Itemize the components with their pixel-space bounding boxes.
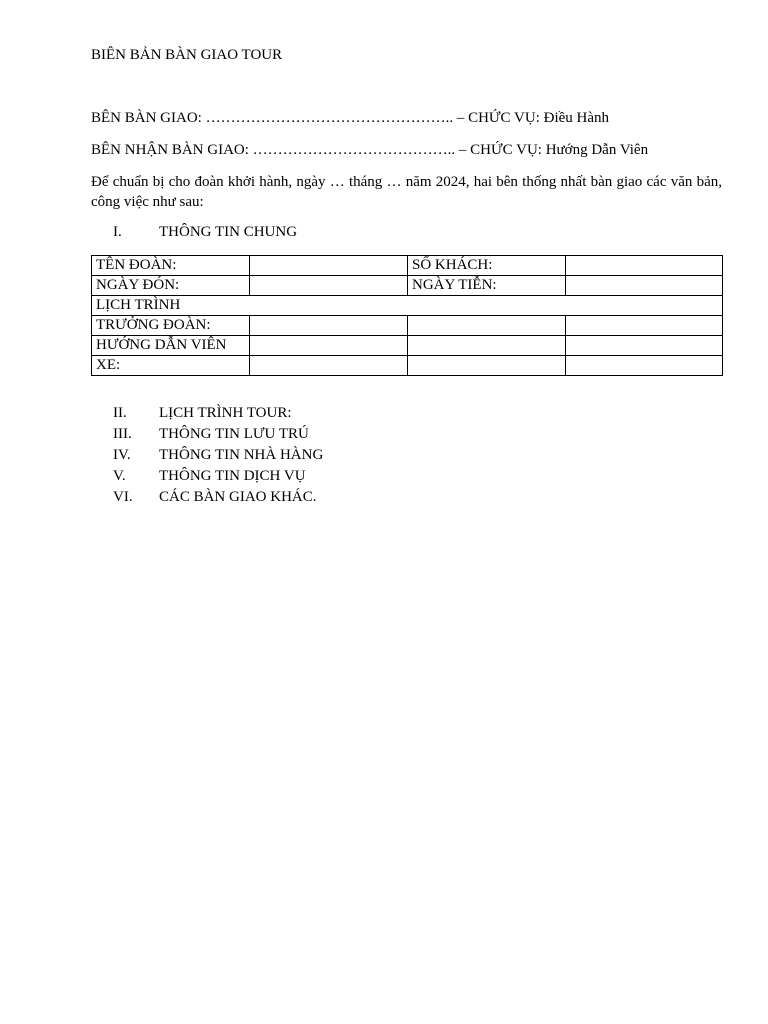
section-number: III. [113, 426, 132, 442]
table-row [92, 256, 723, 276]
table-row [92, 296, 723, 316]
table-cell: TÊN ĐOÀN: [92, 256, 250, 276]
table-row [92, 356, 723, 376]
table-cell: XE: [92, 356, 250, 376]
table-cell [408, 356, 566, 376]
section-heading [113, 468, 413, 489]
table-row [92, 316, 723, 336]
table-cell [566, 316, 723, 336]
table-cell: NGÀY TIỄN: [408, 276, 566, 296]
table-cell [250, 256, 408, 276]
table-cell [566, 276, 723, 296]
table-cell [250, 336, 408, 356]
table-cell [250, 276, 408, 296]
section-title: THÔNG TIN LƯU TRÚ [159, 426, 309, 442]
handover-receiver-line: BÊN NHẬN BÀN GIAO: ………………………………….. – CHỨC VỤ: Hướng Dẫn Viên [91, 142, 649, 158]
table-cell [408, 336, 566, 356]
section-number: II. [113, 405, 127, 421]
table-cell: LỊCH TRÌNH [92, 296, 723, 316]
document-title: BIÊN BẢN BÀN GIAO TOUR [91, 47, 283, 63]
table-cell: TRƯỞNG ĐOÀN: [92, 316, 250, 336]
intro-paragraph: Để chuẩn bị cho đoàn khởi hành, ngày … tháng … năm 2024, hai bên thống nhất bàn giao các văn bản, công việc như sau: [91, 174, 722, 210]
table-cell: HƯỚNG DẪN VIÊN [92, 336, 250, 356]
section-heading [113, 405, 413, 426]
section-number: V. [113, 468, 126, 484]
table-cell [566, 356, 723, 376]
handover-giver-line: BÊN BÀN GIAO: ………………………………………….. – CHỨC VỤ: Điều Hành [91, 110, 610, 126]
table-cell [566, 256, 723, 276]
table-cell [250, 356, 408, 376]
section-heading [113, 489, 413, 510]
table-cell: SỐ KHÁCH: [408, 256, 566, 276]
section-list [113, 405, 413, 510]
table-cell: NGÀY ĐÓN: [92, 276, 250, 296]
table-cell [408, 316, 566, 336]
table-cell [250, 316, 408, 336]
section-title: THÔNG TIN NHÀ HÀNG [159, 447, 324, 463]
section-title: CÁC BÀN GIAO KHÁC. [159, 489, 317, 505]
table-cell [566, 336, 723, 356]
section-heading [113, 447, 413, 468]
section-title: THÔNG TIN DỊCH VỤ [159, 468, 306, 484]
section-heading [113, 426, 413, 447]
section-title: THÔNG TIN CHUNG [159, 224, 298, 240]
general-info-table [91, 255, 723, 376]
section-number: I. [113, 224, 122, 240]
table-row [92, 276, 723, 296]
table-row [92, 336, 723, 356]
section-title: LỊCH TRÌNH TOUR: [159, 405, 292, 421]
section-number: VI. [113, 489, 133, 505]
section-number: IV. [113, 447, 131, 463]
